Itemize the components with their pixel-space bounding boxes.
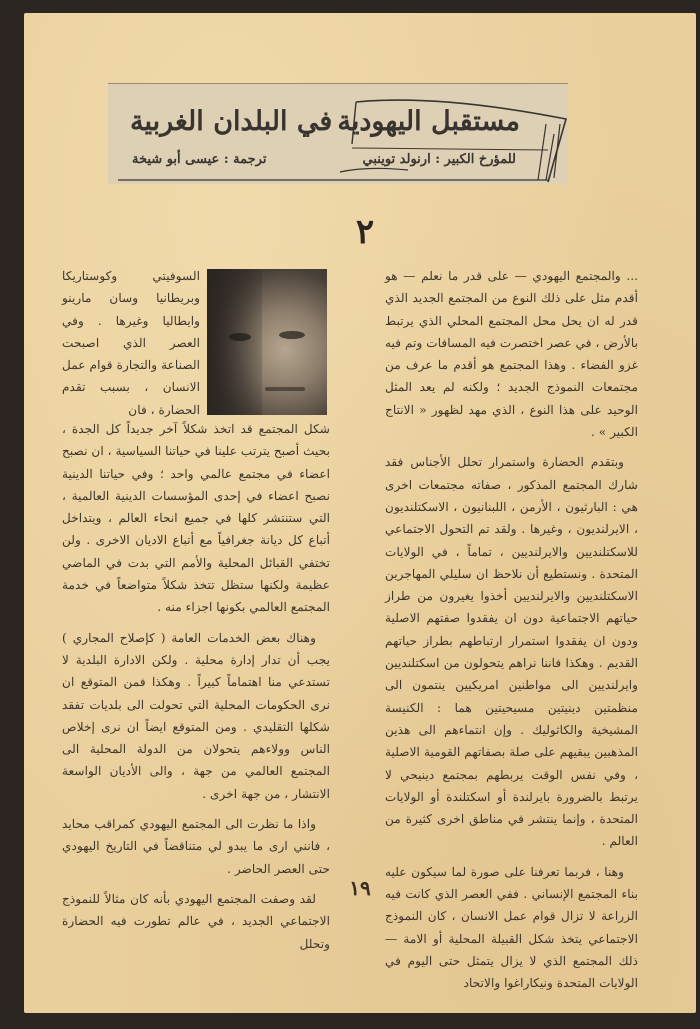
paragraph: لقد وصفت المجتمع اليهودي بأنه كان مثالاً للنموذج الاجتماعي الجديد ، في عالم تطورت فيه الحضارة وتحلل [62,891,330,951]
paragraph: واذا ما نظرت الى المجتمع اليهودي كمراقب محايد ، فانني ارى ما يبدو لي متناقضاً في التاريخ اليهودي حتى العصر الحاضر . [62,817,330,876]
right-text-column [385,265,638,1003]
photo-eye [229,333,251,341]
paragraph: وهنا ، فربما تعرفنا على صورة لما سيكون عليه بناء المجتمع الإنساني . ففي العصر الذي كانت فيه الزراعة لا تزال قوام عمل الانسان ، كان النموذج الاجتماعي يتخذ شكل القبيلة المحلية أو الامة — ذلك المجتمع الذي لا يزال يتمثل حتى اليوم في الولايات المتحدة ونيكاراغوا والاتحاد [385,864,638,991]
paragraph: وبتقدم الحضارة واستمرار تحلل الأجناس فقد شارك المجتمع المذكور ، صفاته مجتمعات اخرى هي : البارثيون ، الأرمن ، اللبنانيون ، الاسكتلنديون ، الايرلنديون ، وغيرها . ولقد تم التحول الاجتماعي للاسكتلنديين والايرلنديين ، تماماً ، في الولايات المتحدة . ونستطيع أن نلاحظ ان سليلي المهاجرين الاسكتلنديين والايرلنديين أخذوا يغيرون من طراز حياتهم الاجتماعية دون ان يفقدوا صفتهم الاصلية ودون ان يفقدوا استمرار ارتباطهم بطراز حياتهم القديم . وهكذا فاننا نراهم يتحولون من اسكتلنديين وايرلنديين الى مواطنين امريكيين ينتمون الى منظمتين دينيتين مسيحيتين هما : الكنيسة المشيخية والكاثوليك . وإن انتماءهم الى هذين المذهبين يبقيهم على صلة بصفاتهم القومية الاصلية ، وفي نفس الوقت يربطهم بمجتمع دينيحي لا يرتبط بالضرورة بايرلندة أو اسكتلندة أو الولايات المتحدة ، وإنما ينتشر في مناطق اخرى كثيرة من العالم . [385,455,638,849]
photo-mouth [265,387,305,391]
paragraph: وهناك بعض الخدمات العامة ( كإصلاح المجاري ) يجب أن تدار إدارة محلية . ولكن الادارة البلدية لا تستدعي منا اهتماماً كبيراً . وهكذا فمن المتوقع ان نرى الحكومات المحلية التي تحولت الى بلديات تفقد شكلها التقليدي . ومن المتوقع ايضاً ان نرى إخلاص الناس وولاءهم يتحولان من الدولة المحلية الى المجتمع العالمي من جهة ، والى الأديان الواسعة الانتشار ، من جهة اخرى . [62,630,330,801]
author-byline: للمؤرخ الكبير : ارنولد توينبي [362,152,516,167]
article-title: مستقبل اليهودية [337,106,520,137]
paragraph: شكل المجتمع قد اتخذ شكلاً آخر جديداً كل الجدة ، بحيث أصبح يترتب علينا في حياتنا السياسية ، ان نصبح اعضاء في مجتمع عالمي واحد ؛ وفي حياتنا الدينية نصبح اعضاء في إحدى المؤسسات الدينية العالمية ، التي ستنتشر كلها في جميع انحاء العالم ، ويتداخل أتباع كل ديانة جغرافياً مع أتباع الاديان الاخرى . ولن تختفي القبائل المحلية والأمم التي بدت في الماضي عظيمة ولكنها ستظل تتخذ شكلاً متواضعاً في خدمة المجتمع العالمي بكونها اجزاء منه . [62,422,330,615]
page-number: ١٩ [349,876,371,900]
left-text-column [62,418,330,963]
article-subtitle: في البلدان الغربية [130,106,333,137]
author-portrait-photo [207,269,327,415]
article-header-banner [108,83,568,184]
photo-shadow [207,269,262,415]
photo-eye [279,331,305,339]
left-narrow-text-column [62,265,200,429]
paragraph: ... والمجتمع اليهودي — على قدر ما نعلم — هو أقدم مثل على ذلك النوع من المجتمع الجديد الذي قدر له ان يحل محل المجتمع المحلي الذي يرتبط بالأرض ، في عصر اختصرت فيه المسافات وتم فيه غزو الفضاء . وهذا المجتمع هو أقدم ما عرف من مجتمعات النموذج الجديد ؛ ولكنه لم يعد المثل الوحيد على هذا النوع ، الذي مهد لظهور « الانتاج الكبير » . [385,269,638,440]
part-number: ٢ [355,212,375,252]
translator-byline: ترجمة : عيسى أبو شيخة [132,152,267,167]
paragraph: السوفيتي وكوستاريكا وبريطانيا وسان مارينو وايطاليا وغيرها . وفي العصر الذي اصبحت الصناعة والتجارة قوام عمل الانسان ، بسبب تقدم الحضارة ، فان [62,269,200,417]
